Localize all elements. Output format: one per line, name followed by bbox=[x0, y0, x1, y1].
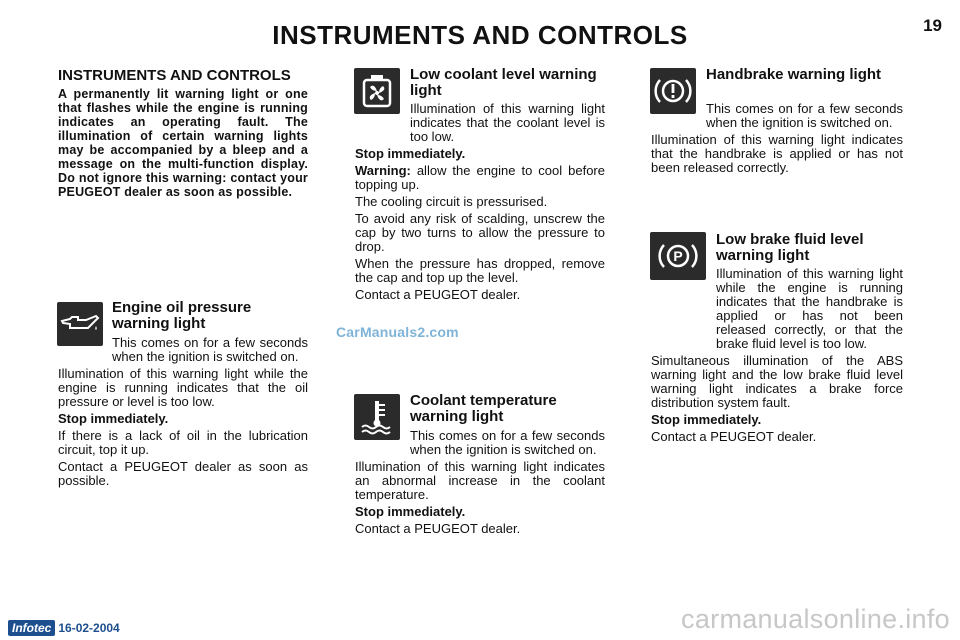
oil-section bbox=[58, 336, 308, 491]
watermark-text: CarManuals2.com bbox=[336, 324, 459, 340]
warning-text: allow the engine to cool before topping up. bbox=[355, 163, 605, 192]
coolant-temp-p2: Illumination of this warning light indicates an abnormal increase in the coolant temperature. bbox=[355, 459, 605, 502]
handbrake-title-block bbox=[706, 67, 902, 86]
oil-p4: Contact a PEUGEOT dealer as soon as possible. bbox=[58, 459, 308, 488]
coolant-temp-p3: Contact a PEUGEOT dealer. bbox=[355, 521, 521, 536]
brake-fluid-stop: Stop immediately. bbox=[651, 412, 762, 427]
low-coolant-warning bbox=[355, 164, 605, 192]
handbrake-p1: This comes on for a few seconds when the ignition is switched on. bbox=[706, 101, 903, 130]
low-coolant-p4: When the pressure has dropped, remove the cap and top up the level. bbox=[355, 256, 605, 285]
low-coolant-p2: The cooling circuit is pressurised. bbox=[355, 194, 548, 209]
low-coolant-p5: Contact a PEUGEOT dealer. bbox=[355, 287, 521, 302]
handbrake-section bbox=[651, 102, 903, 178]
brake-fluid-p1: Illumination of this warning light while the engine is running indicates that the handbrake is applied or has not been released correctly, or that the brake fluid level is too low. bbox=[716, 266, 903, 351]
intro-section bbox=[58, 68, 308, 202]
low-coolant-title-block bbox=[410, 67, 604, 102]
handbrake-p2: Illumination of this warning light indicates that the handbrake is applied or has not been released correctly. bbox=[651, 132, 903, 175]
brake-fluid-p3: Contact a PEUGEOT dealer. bbox=[651, 429, 817, 444]
oil-p2: Illumination of this warning light while the engine is running indicates that the oil pressure or level is too low. bbox=[58, 366, 308, 409]
low-coolant-p1: Illumination of this warning light indicates that the coolant level is too low. bbox=[410, 101, 605, 144]
coolant-temp-section bbox=[355, 429, 605, 539]
coolant-temp-stop: Stop immediately. bbox=[355, 504, 466, 519]
page-number: 19 bbox=[923, 16, 942, 35]
handbrake-title: Handbrake warning light bbox=[706, 66, 882, 83]
footer-site: carmanualsonline.info bbox=[681, 604, 950, 634]
intro-heading: INSTRUMENTS AND CONTROLS bbox=[58, 67, 291, 84]
low-coolant-p3: To avoid any risk of scalding, unscrew the cap by two turns to allow the pressure to drop. bbox=[355, 211, 605, 254]
oil-title: Engine oil pressure warning light bbox=[112, 299, 252, 332]
oil-title-block bbox=[112, 300, 308, 335]
brake-fluid-section bbox=[651, 267, 903, 447]
footer-date: 16-02-2004 bbox=[58, 621, 120, 635]
coolant-temp-p1: This comes on for a few seconds when the ignition is switched on. bbox=[410, 428, 605, 457]
low-coolant-section bbox=[355, 102, 605, 305]
low-coolant-stop: Stop immediately. bbox=[355, 146, 466, 161]
footer-left bbox=[8, 620, 120, 636]
oil-stop: Stop immediately. bbox=[58, 411, 169, 426]
coolant-temp-title: Coolant temperature warning light bbox=[410, 392, 557, 425]
oil-p3: If there is a lack of oil in the lubrication circuit, top it up. bbox=[58, 428, 308, 457]
brake-fluid-p2: Simultaneous illumination of the ABS warning light and the low brake fluid level warning light indicates a brake force distribution system fault. bbox=[651, 353, 903, 410]
page-title: INSTRUMENTS AND CONTROLS bbox=[272, 20, 688, 50]
coolant-temp-title-block bbox=[410, 393, 604, 428]
intro-text: A permanently lit warning light or one that flashes while the engine is running indicates an operating fault. The illumination of certain warning lights may be accompanied by a bleep and a message on the multi-function display. Do not ignore this warning: contact your PEUGEOT dealer as soon as possible. bbox=[58, 87, 308, 199]
low-coolant-title: Low coolant level warning light bbox=[410, 66, 597, 99]
brake-fluid-title: Low brake fluid level warning light bbox=[716, 231, 864, 264]
svg-text:P: P bbox=[673, 248, 683, 264]
warning-label: Warning: bbox=[355, 163, 411, 178]
infotec-logo: Infotec bbox=[8, 620, 55, 636]
brake-fluid-title-block bbox=[716, 232, 904, 267]
oil-p1: This comes on for a few seconds when the ignition is switched on. bbox=[112, 335, 308, 364]
